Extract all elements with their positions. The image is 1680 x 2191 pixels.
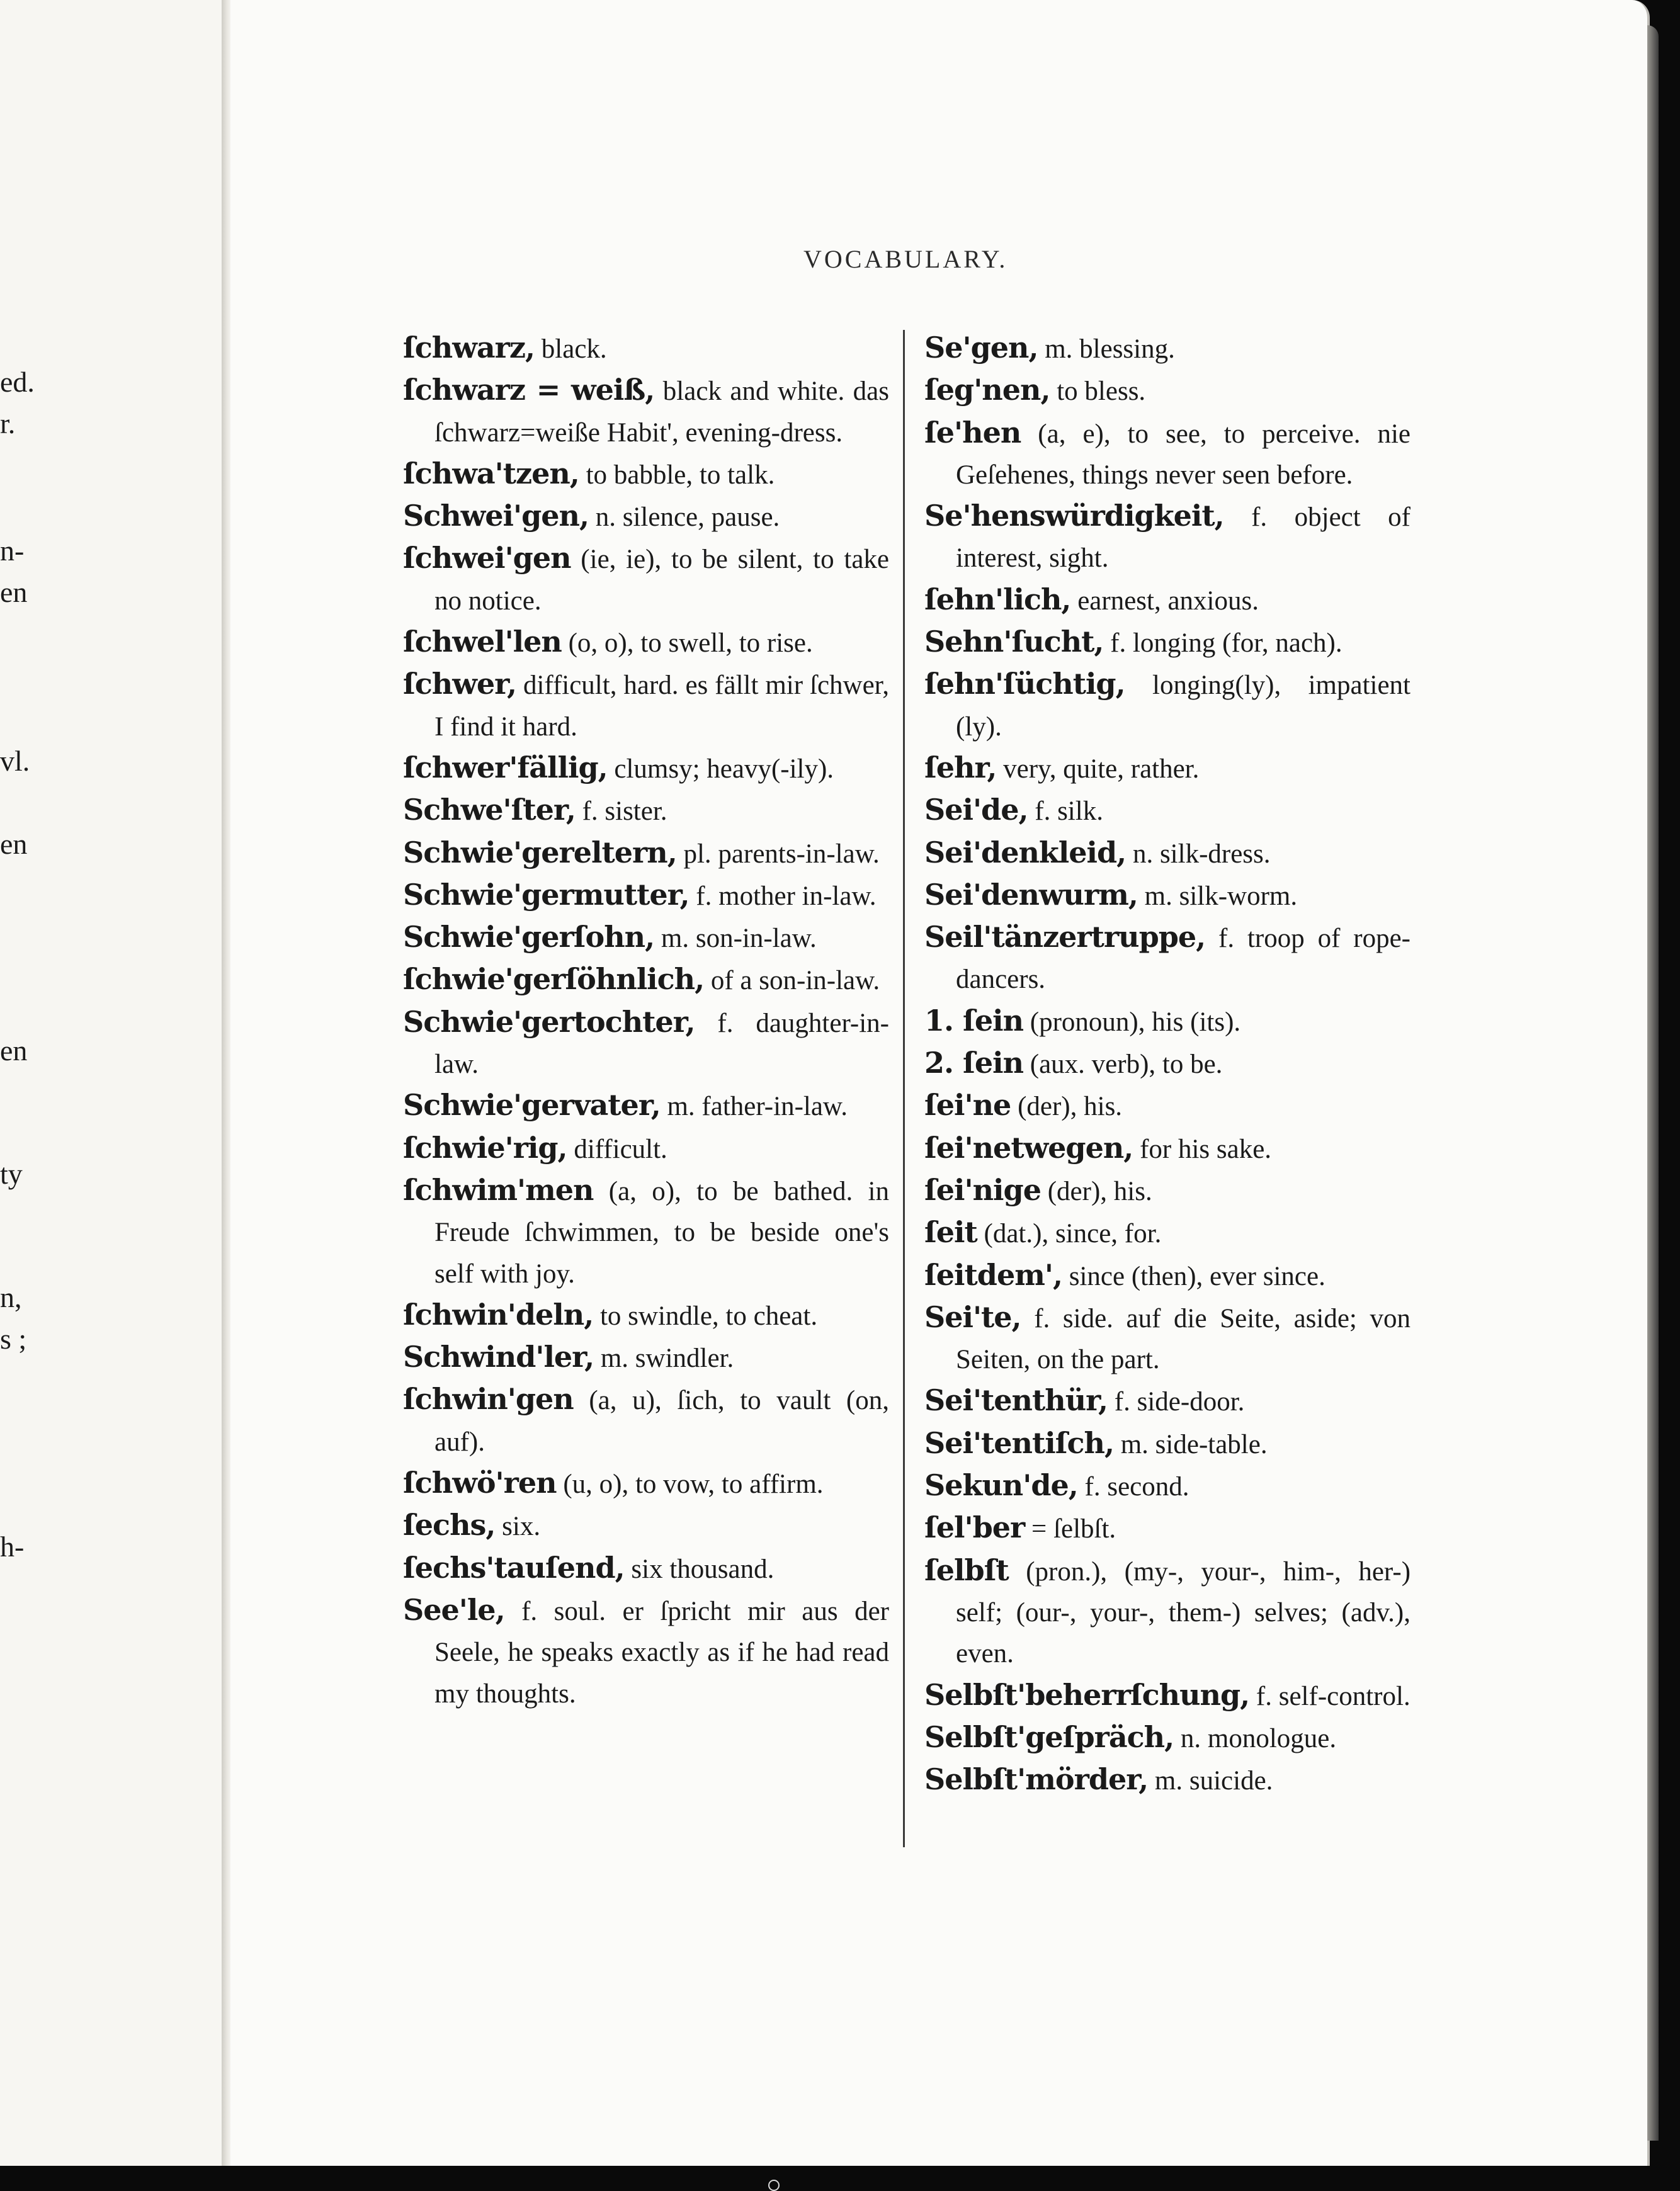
entry-headword: ſchwer,	[403, 667, 517, 701]
vocabulary-entry	[403, 832, 889, 875]
entry-definition: f. soul. er ſpricht mir aus der Seele, he speaks exactly as if he had read my thoughts.	[434, 1596, 890, 1709]
vocabulary-entry	[924, 1759, 1410, 1801]
vocabulary-entry	[403, 664, 889, 747]
entry-headword: Sei'tenthür,	[924, 1383, 1108, 1418]
entry-headword: Seil'tänzertruppe,	[924, 920, 1206, 954]
column-divider	[903, 330, 905, 1847]
vocabulary-entry	[924, 1212, 1410, 1254]
left-page-fragment: h-	[0, 1531, 25, 1563]
entry-definition: clumsy; heavy(-ily).	[614, 754, 834, 784]
entry-definition: to swindle, to cheat.	[599, 1301, 818, 1331]
entry-headword: ſchwö'ren	[403, 1466, 557, 1500]
vocabulary-entry	[403, 1463, 889, 1505]
entry-definition: (dat.), since, for.	[984, 1219, 1162, 1249]
entry-definition: f. sister.	[582, 796, 667, 827]
vocabulary-entry	[924, 1000, 1410, 1043]
left-page-fragment: ed.	[0, 366, 35, 398]
entry-headword: ſechs'tauſend,	[403, 1550, 625, 1585]
left-page-fragment: n,	[0, 1281, 22, 1313]
vocabulary-entry	[924, 1297, 1410, 1381]
entry-headword: Sehn'ſucht,	[924, 625, 1104, 659]
vocabulary-entry	[403, 1548, 889, 1590]
entry-headword: ſchwel'len	[403, 625, 562, 659]
entry-headword: Sei'denwurm,	[924, 877, 1138, 912]
entry-definition: six thousand.	[631, 1554, 775, 1584]
vocabulary-entry	[924, 1380, 1410, 1422]
entry-definition: black and white. das ſchwarz=weiße Habit', evening-dress.	[434, 376, 889, 448]
entry-definition: f. side. auf die Seite, aside; von Seiten, on the part.	[956, 1303, 1410, 1375]
left-page-fragment: ty	[0, 1158, 23, 1190]
entry-headword: ſel'ber	[924, 1510, 1025, 1545]
entry-definition: m. swindler.	[600, 1344, 734, 1374]
entry-headword: See'le,	[403, 1592, 505, 1627]
vocabulary-column-right	[924, 327, 1410, 1801]
entry-definition: f. daughter-in-law.	[434, 1008, 890, 1080]
vocabulary-entry	[924, 664, 1410, 747]
entry-headword: Schwie'gereltern,	[403, 835, 677, 869]
vocabulary-entry	[403, 917, 889, 959]
entry-definition: f. self-control.	[1256, 1681, 1410, 1711]
entry-headword: 1. ſein	[924, 1003, 1024, 1038]
entry-headword: ſchwer'fällig,	[403, 750, 608, 784]
book-gutter	[222, 0, 230, 2166]
entry-definition: (ie, ie), to be silent, to take no notice.	[434, 545, 889, 616]
running-header: VOCABULARY.	[803, 245, 1008, 273]
vocabulary-entry	[924, 370, 1410, 412]
vocabulary-entry	[924, 1255, 1410, 1297]
entry-definition: six.	[502, 1512, 541, 1542]
entry-definition: (a, e), to see, to perceive. nie Geſehenes, things never seen before.	[956, 419, 1411, 490]
entry-definition: for his sake.	[1140, 1134, 1272, 1164]
vocabulary-entry	[924, 747, 1410, 790]
entry-definition: m. blessing.	[1045, 334, 1175, 364]
entry-headword: ſechs,	[403, 1508, 496, 1543]
entry-headword: ſehn'lich,	[924, 582, 1071, 616]
entry-headword: ſei'ne	[924, 1088, 1011, 1123]
entry-headword: Schwie'germutter,	[403, 877, 690, 912]
entry-headword: Schwei'gen,	[403, 499, 589, 533]
page-edge	[1647, 25, 1659, 2141]
entry-headword: 2. ſein	[924, 1046, 1024, 1080]
entry-headword: Sei'de,	[924, 793, 1028, 827]
entry-headword: ſchwin'gen	[403, 1382, 574, 1417]
entry-definition: pl. parents-in-law.	[683, 839, 880, 869]
entry-headword: ſeit	[924, 1215, 977, 1250]
entry-headword: ſei'nige	[924, 1172, 1041, 1207]
entry-headword: ſchwie'gerſöhnlich,	[403, 962, 705, 997]
left-page-fragment: en	[0, 576, 28, 608]
vocabulary-entry	[403, 790, 889, 832]
entry-definition: (u, o), to vow, to affirm.	[563, 1469, 824, 1500]
vocabulary-entry	[403, 1128, 889, 1170]
vocabulary-entry	[924, 1675, 1410, 1717]
vocabulary-entry	[924, 579, 1410, 621]
entry-definition: longing(ly), impatient (ly).	[956, 671, 1411, 742]
vocabulary-entry	[924, 917, 1410, 1000]
vocabulary-entry	[403, 370, 889, 453]
vocabulary-entry	[403, 1337, 889, 1379]
vocabulary-entry	[403, 1002, 889, 1085]
vocabulary-entry	[924, 621, 1410, 664]
vocabulary-entry	[403, 495, 889, 538]
entry-definition: to babble, to talk.	[586, 460, 775, 490]
entry-headword: ſehr,	[924, 750, 997, 784]
vocabulary-entry	[924, 1465, 1410, 1507]
entry-headword: Schwind'ler,	[403, 1340, 594, 1374]
entry-headword: ſchwarz,	[403, 331, 535, 365]
entry-headword: ſchwin'deln,	[403, 1297, 594, 1332]
entry-headword: ſchwim'men	[403, 1172, 594, 1207]
vocabulary-entry	[403, 747, 889, 790]
vocabulary-entry	[924, 412, 1410, 496]
entry-headword: ſeitdem',	[924, 1257, 1062, 1292]
bottom-mark	[768, 2180, 780, 2191]
left-page-fragment: en	[0, 1034, 28, 1067]
entry-definition: difficult, hard. es fällt mir ſchwer, I find it hard.	[434, 671, 890, 742]
entry-headword: ſe'hen	[924, 415, 1021, 450]
vocabulary-entry	[924, 1423, 1410, 1465]
entry-headword: Sei'te,	[924, 1299, 1021, 1334]
entry-headword: Se'gen,	[924, 331, 1038, 365]
vocabulary-entry	[403, 1590, 889, 1714]
vocabulary-entry	[924, 832, 1410, 875]
left-page-fragment: s ;	[0, 1323, 27, 1355]
entry-headword: ſehn'ſüchtig,	[924, 667, 1125, 701]
entry-headword: Selbſt'geſpräch,	[924, 1719, 1174, 1754]
entry-definition: = ſelbſt.	[1031, 1514, 1116, 1544]
entry-definition: black.	[541, 334, 607, 364]
left-page-fragment: n-	[0, 535, 25, 567]
vocabulary-entry	[924, 495, 1410, 579]
entry-headword: ſchwarz = weiß,	[403, 373, 655, 407]
entry-headword: Selbſt'beherrſchung,	[924, 1677, 1250, 1712]
entry-definition: (der), his.	[1047, 1176, 1152, 1206]
entry-definition: n. silence, pause.	[595, 502, 780, 533]
vocabulary-entry	[924, 1043, 1410, 1085]
vocabulary-entry	[924, 1717, 1410, 1759]
entry-headword: Schwie'gertochter,	[403, 1004, 695, 1039]
vocabulary-entry	[403, 959, 889, 1001]
entry-definition: n. monologue.	[1180, 1723, 1337, 1753]
entry-headword: ſeg'nen,	[924, 373, 1050, 407]
vocabulary-entry	[403, 621, 889, 664]
entry-headword: Schwie'gervater,	[403, 1088, 661, 1123]
entry-definition: m. father-in-law.	[667, 1092, 848, 1122]
vocabulary-entry	[924, 875, 1410, 917]
vocabulary-entry	[924, 1170, 1410, 1212]
entry-headword: ſchwie'rig,	[403, 1130, 567, 1165]
vocabulary-entry	[924, 1085, 1410, 1127]
entry-definition: difficult.	[574, 1134, 667, 1164]
entry-definition: (a, u), ſich, to vault (on, auf).	[434, 1386, 889, 1457]
entry-definition: (pron.), (my-, your-, him-, her-) self; (our-, your-, them-) selves; (adv.), even.	[956, 1556, 1411, 1669]
entry-definition: m. side-table.	[1120, 1429, 1268, 1459]
left-page-fragment: en	[0, 828, 28, 860]
entry-definition: of a son-in-law.	[710, 966, 880, 996]
entry-headword: Sei'denkleid,	[924, 835, 1127, 869]
entry-definition: f. mother in-law.	[696, 881, 877, 911]
entry-headword: ſei'netwegen,	[924, 1130, 1133, 1165]
vocabulary-entry	[924, 1507, 1410, 1549]
entry-definition: to bless.	[1057, 376, 1146, 407]
vocabulary-entry	[403, 1294, 889, 1337]
entry-definition: since (then), ever since.	[1069, 1261, 1325, 1291]
vocabulary-entry	[403, 1085, 889, 1127]
entry-headword: Sei'tentiſch,	[924, 1425, 1114, 1460]
entry-definition: (a, o), to be bathed. in Freude ſchwimmen, to be beside one's self with joy.	[434, 1176, 889, 1289]
entry-headword: ſchwei'gen	[403, 541, 571, 575]
entry-headword: Selbſt'mörder,	[924, 1762, 1149, 1797]
entry-headword: ſelbſt	[924, 1553, 1009, 1587]
left-page	[0, 0, 222, 2166]
entry-headword: Schwe'ſter,	[403, 793, 576, 827]
entry-definition: m. son-in-law.	[661, 924, 817, 954]
entry-definition: (pronoun), his (its).	[1030, 1007, 1241, 1037]
entry-headword: Se'henswürdigkeit,	[924, 499, 1224, 533]
entry-definition: f. second.	[1084, 1472, 1189, 1502]
entry-definition: (o, o), to swell, to rise.	[568, 628, 813, 659]
entry-definition: f. silk.	[1035, 796, 1103, 827]
vocabulary-entry	[403, 1379, 889, 1463]
left-page-fragment: vl.	[0, 745, 30, 777]
vocabulary-entry	[403, 875, 889, 917]
entry-headword: ſchwa'tzen,	[403, 456, 579, 490]
vocabulary-column-left	[403, 327, 889, 1714]
vocabulary-entry	[403, 1170, 889, 1294]
entry-definition: f. longing (for, nach).	[1110, 628, 1342, 659]
left-page-fragment: r.	[0, 407, 16, 439]
entry-headword: Schwie'gerſohn,	[403, 920, 655, 954]
entry-definition: very, quite, rather.	[1003, 754, 1200, 784]
vocabulary-entry	[924, 790, 1410, 832]
vocabulary-entry	[924, 1550, 1410, 1675]
entry-definition: m. suicide.	[1154, 1766, 1273, 1796]
entry-definition: earnest, anxious.	[1077, 586, 1259, 616]
vocabulary-entry	[924, 1128, 1410, 1170]
entry-definition: (aux. verb), to be.	[1030, 1050, 1223, 1080]
vocabulary-entry	[403, 453, 889, 495]
vocabulary-entry	[924, 327, 1410, 370]
entry-definition: m. silk-worm.	[1144, 881, 1298, 911]
entry-definition: n. silk-dress.	[1132, 839, 1271, 869]
entry-definition: (der), his.	[1018, 1092, 1123, 1122]
vocabulary-entry	[403, 1505, 889, 1547]
entry-definition: f. object of interest, sight.	[956, 502, 1410, 574]
entry-definition: f. troop of rope-dancers.	[956, 924, 1410, 995]
entry-definition: f. side-door.	[1114, 1387, 1245, 1417]
vocabulary-entry	[403, 538, 889, 621]
entry-headword: Sekun'de,	[924, 1468, 1078, 1503]
vocabulary-entry	[403, 327, 889, 370]
